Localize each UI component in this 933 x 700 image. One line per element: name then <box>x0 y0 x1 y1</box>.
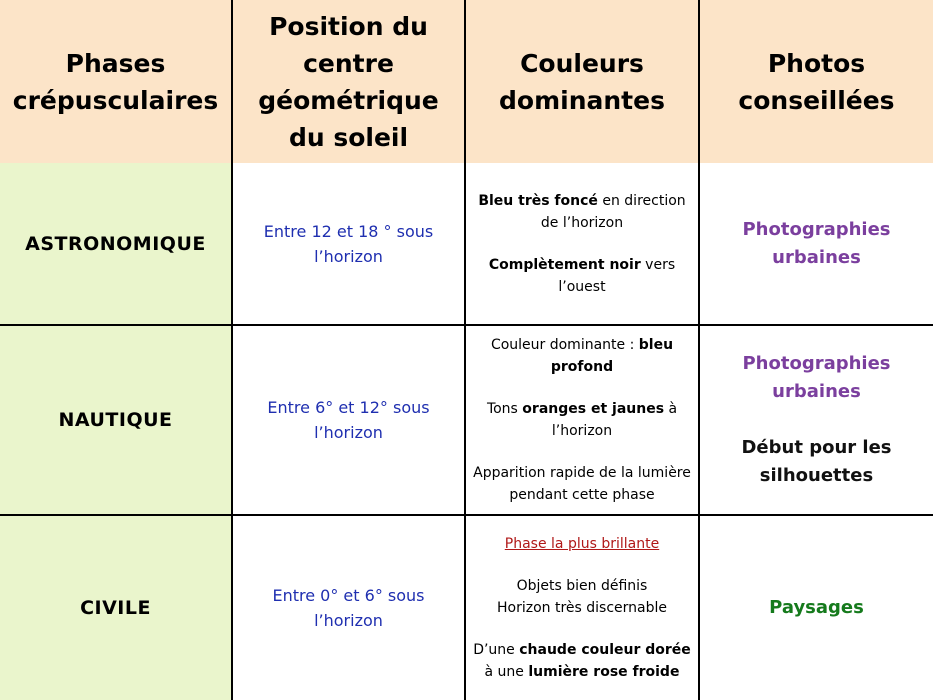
phase-civile: CIVILE <box>0 515 232 700</box>
photos-astronomique <box>699 163 933 325</box>
header-couleurs: Couleurs dominantes <box>465 0 699 163</box>
header-photos: Photos conseillées <box>699 0 933 163</box>
phase-nautique: NAUTIQUE <box>0 325 232 515</box>
position-nautique: Entre 6° et 12° sous l’horizon <box>232 325 465 515</box>
header-position: Position du centre géométrique du soleil <box>232 0 465 163</box>
couleur-line: Objets bien définis Horizon très discernable <box>496 578 667 616</box>
couleur-line: Complètement noir vers l’ouest <box>488 256 676 295</box>
phase-astronomique: ASTRONOMIQUE <box>0 163 232 325</box>
table-row-civile <box>0 515 933 700</box>
header-phases: Phases crépusculaires <box>0 0 232 163</box>
couleur-line: Bleu très foncé en direction de l’horizon <box>478 192 686 231</box>
couleurs-civile <box>465 515 699 700</box>
table-row-astronomique <box>0 163 933 325</box>
couleur-title: Phase la plus brillante <box>504 536 660 552</box>
photos-nautique <box>699 325 933 515</box>
photo-suggestion: Photographies urbaines <box>742 353 891 402</box>
couleurs-nautique <box>465 325 699 515</box>
couleur-line: Tons oranges et jaunes à l’horizon <box>486 401 678 439</box>
header-row <box>0 0 933 163</box>
couleur-line: Couleur dominante : bleu profond <box>490 337 674 375</box>
couleur-line: D’une chaude couleur dorée à une lumière rose froide <box>473 642 691 680</box>
table-row-nautique <box>0 325 933 515</box>
photos-civile <box>699 515 933 700</box>
couleur-line: Apparition rapide de la lumière pendant cette phase <box>473 465 691 503</box>
photo-suggestion: Début pour les silhouettes <box>741 437 892 486</box>
position-civile: Entre 0° et 6° sous l’horizon <box>232 515 465 700</box>
photo-suggestion: Photographies urbaines <box>742 218 891 268</box>
couleurs-astronomique <box>465 163 699 325</box>
position-astronomique: Entre 12 et 18 ° sous l’horizon <box>232 163 465 325</box>
photo-suggestion: Paysages <box>769 597 864 618</box>
